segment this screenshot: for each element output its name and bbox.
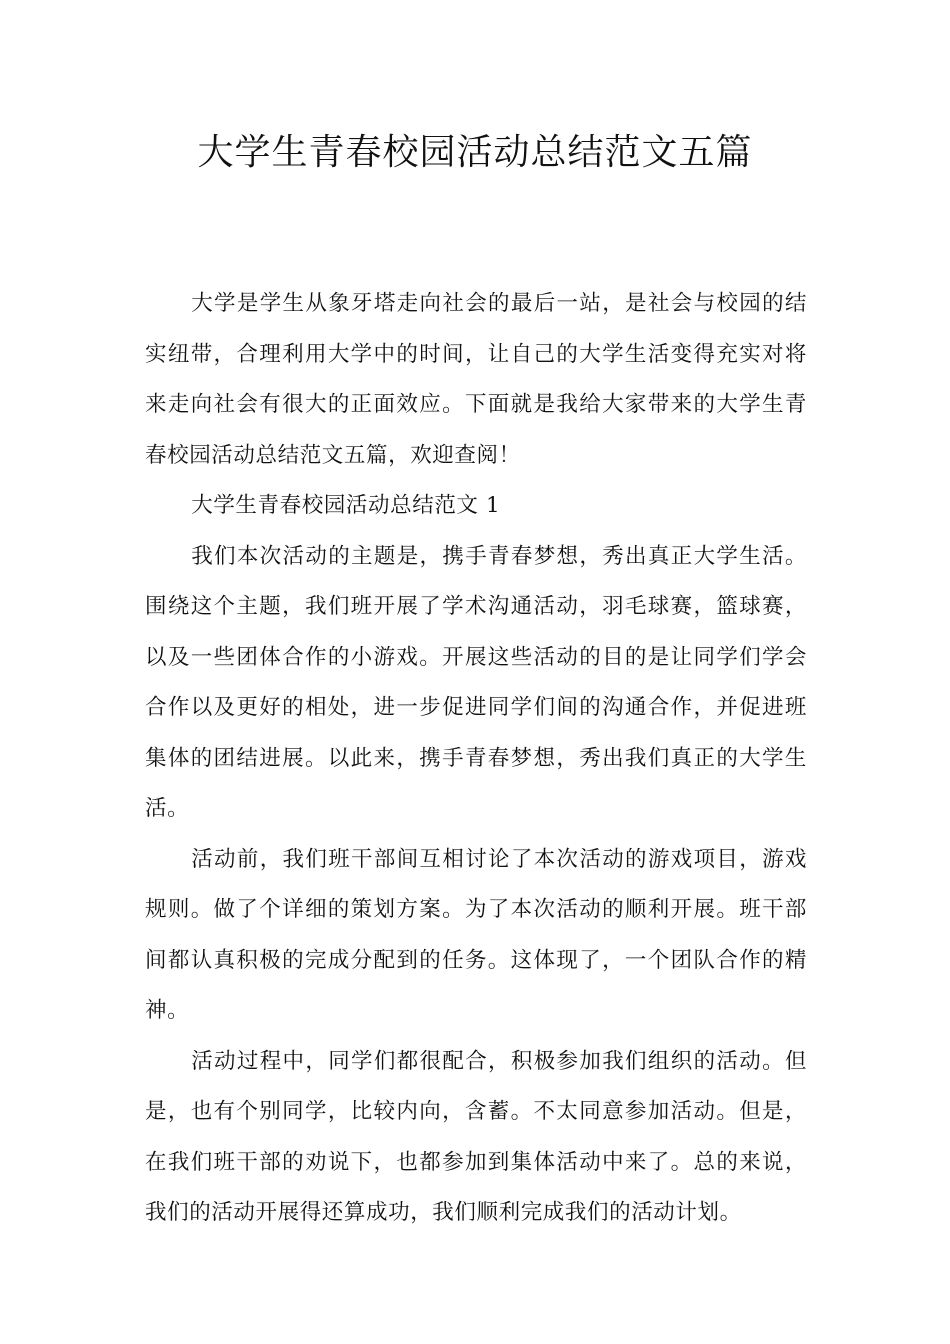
section-heading: 大学生青春校园活动总结范文 1	[191, 493, 501, 518]
document-body	[145, 279, 807, 1239]
document-title: 大学生青春校园活动总结范文五篇	[197, 132, 753, 173]
body-paragraph: 活动前，我们班干部间互相讨论了本次活动的游戏项目，游戏规则。做了个详细的策划方案。为了本次活动的顺利开展。班干部间都认真积极的完成分配到的任务。这体现了，一个团队合作的精神。	[145, 846, 807, 1023]
intro-paragraph: 大学是学生从象牙塔走向社会的最后一站，是社会与校园的结实纽带，合理利用大学中的时间，让自己的大学生活变得充实对将来走向社会有很大的正面效应。下面就是我给大家带来的大学生青春校园活动总结范文五篇，欢迎查阅！	[145, 291, 807, 468]
body-paragraph: 我们本次活动的主题是，携手青春梦想，秀出真正大学生活。围绕这个主题，我们班开展了学术沟通活动，羽毛球赛，篮球赛，以及一些团体合作的小游戏。开展这些活动的目的是让同学们学会合作以及更好的相处，进一步促进同学们间的沟通合作，并促进班集体的团结进展。以此来，携手青春梦想，秀出我们真正的大学生活。	[145, 543, 807, 821]
body-paragraph: 活动过程中，同学们都很配合，积极参加我们组织的活动。但是，也有个别同学，比较内向，含蓄。不太同意参加活动。但是，在我们班干部的劝说下，也都参加到集体活动中来了。总的来说，我们的活动开展得还算成功，我们顺利完成我们的活动计划。	[145, 1048, 807, 1225]
